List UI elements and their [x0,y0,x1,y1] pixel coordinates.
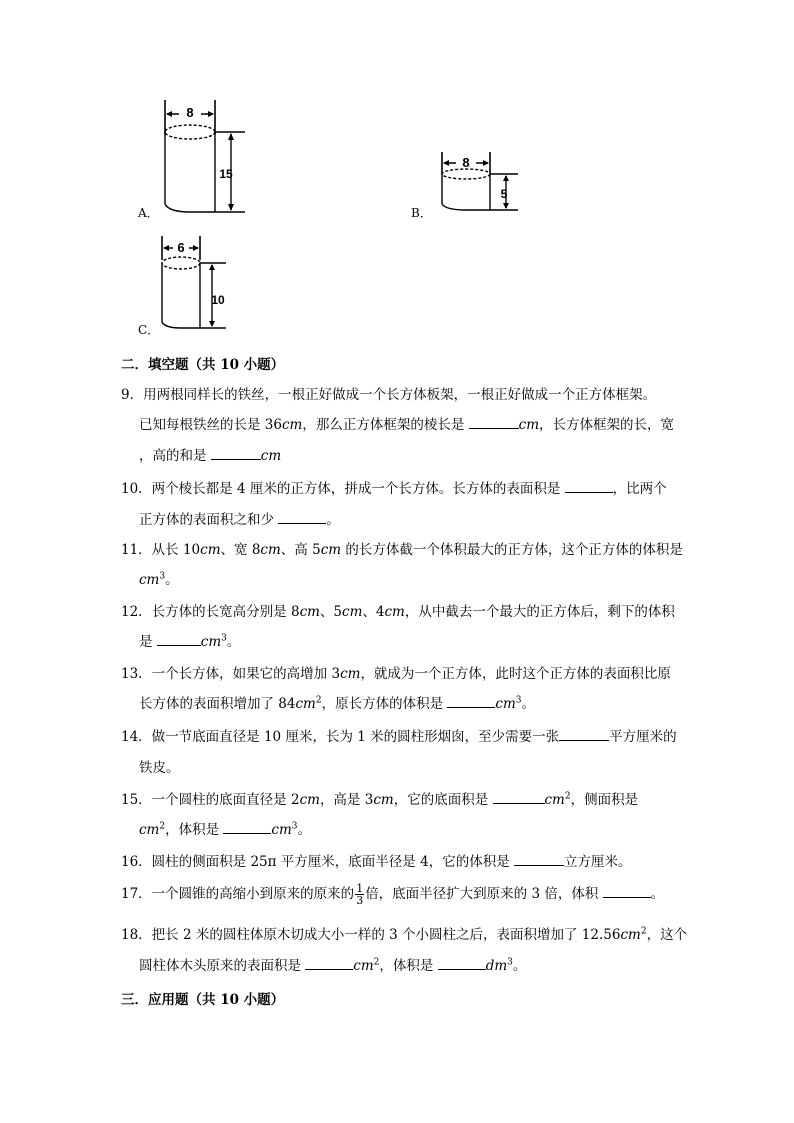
q12-line2 [139,633,240,651]
dim-b-diameter: 8 [462,155,470,170]
unit-cm: cm [299,792,320,808]
q15-text-end: 。 [297,822,312,838]
q18-text-c: 圆柱体木头原来的表面积是 [139,958,306,974]
q15-text-c: ，它的底面积是 [393,792,493,808]
q15-line2 [139,821,311,839]
unit-cm: cm [373,792,394,808]
q10-line1 [121,480,667,498]
q17-line1 [121,882,664,906]
q15-text-e: ，体积是 [165,822,224,838]
figure-option-b [438,148,528,218]
fraction-one-third [355,883,364,906]
q18-answer-blank-2[interactable] [438,957,486,970]
cylinder-b-diagram [438,148,528,218]
q12-text-e: 是 [139,634,157,650]
q11-text-b: 、宽 8 [220,542,261,558]
q14-answer-blank[interactable] [559,728,609,741]
dim-a-height: 15 [219,167,233,181]
q9-answer-blank-1[interactable] [469,416,519,429]
q15-answer-blank-2[interactable] [223,821,271,834]
superscript-3: 3 [159,571,166,582]
q16-line1 [121,853,631,871]
q10-text-c: 正方体的表面积之和少 [139,512,279,528]
unit-cm: cm [260,542,281,558]
q18-text-d: ，体积是 [379,958,438,974]
unit-cm: cm [544,792,565,808]
superscript-3: 3 [507,957,513,968]
superscript-3: 3 [515,695,522,706]
q9-text-c: ，长方体框架的长，宽 [539,417,675,433]
q10-text-a: 10．两个棱长都是 4 厘米的正方体，拼成一个长方体。长方体的表面积是 [121,481,565,497]
unit-cm: cm [139,572,160,588]
q15-line1 [121,791,638,809]
unit-cm: cm [281,417,303,433]
unit-cm: cm [518,417,540,433]
q10-answer-blank-1[interactable] [565,480,613,493]
q18-text-end: 。 [512,958,527,974]
q9-text-b: ，那么正方体框架的棱长是 [302,417,469,433]
cylinder-a-diagram [135,94,255,222]
q11-line1 [121,541,683,559]
q12-text-end: 。 [226,634,241,650]
option-b-label: B． [411,206,432,220]
dim-b-height: 5 [500,187,508,201]
q14-text-b: 平方厘米的 [609,729,677,745]
q12-text-c: 、4 [362,604,385,620]
q13-text-end: 。 [521,696,535,712]
fraction-numerator: 1 [356,882,364,895]
unit-cm: cm [295,696,316,712]
unit-cm: cm [200,542,221,558]
unit-cm: cm [495,696,516,712]
unit-cm: cm [340,666,361,682]
q13-line2 [139,695,535,713]
option-a-label: A． [138,206,159,220]
q18-line1 [121,926,687,944]
q15-text-a: 15．一个圆柱的底面直径是 2 [121,792,300,808]
q13-text-d: ，原长方体的体积是 [321,696,448,712]
cylinder-c-diagram [156,232,236,332]
unit-cm: cm [384,604,405,620]
q12-text-a: 12．长方体的长宽高分别是 8 [121,604,300,620]
superscript-2: 2 [159,821,166,832]
q10-text-b: ，比两个 [612,481,667,497]
unit-cm: cm [139,822,160,838]
superscript-2: 2 [640,926,647,937]
unit-cm: cm [200,634,222,650]
unit-cm: cm [271,822,292,838]
unit-cm: cm [320,542,342,558]
unit-cm: cm [353,958,374,974]
unit-cm: cm [342,604,363,620]
dim-a-diameter: 8 [186,105,194,120]
q11-text-end: 。 [165,572,179,588]
q13-line1 [121,665,671,683]
section-title-fill-in: 二．填空题（共 10 小题） [121,357,285,373]
option-c-label: C． [138,323,160,337]
q14-line2: 铁皮。 [139,760,180,776]
q16-answer-blank[interactable] [514,853,564,866]
q13-text-a: 13．一个长方体，如果它的高增加 3 [121,666,341,682]
fraction-denominator: 3 [356,894,364,907]
unit-dm: dm [485,958,508,974]
q11-line2 [139,571,179,589]
q18-line2 [139,957,526,975]
q17-text-b: 倍，底面半径扩大到原来的 3 倍，体积 [365,886,603,902]
dim-c-height: 10 [211,293,225,307]
unit-cm: cm [299,604,320,620]
q9-text-a: 已知每根铁丝的长是 36 [139,417,282,433]
q9-line1: 9．用两根同样长的铁丝，一根正好做成一个长方体板架，一根正好做成一个正方体框架。 [121,387,657,403]
q13-text-b: ，就成为一个正方体，此时这个正方体的表面积比原 [360,666,671,682]
q15-text-d: ，侧面积是 [570,792,639,808]
superscript-3: 3 [221,633,227,644]
unit-cm: cm [260,448,282,464]
superscript-2: 2 [315,695,322,706]
q11-text-d: 的长方体截一个体积最大的正方体，这个正方体的体积是 [341,542,683,558]
q13-text-c: 长方体的表面积增加了 84 [139,696,296,712]
q9-line3 [139,447,281,465]
q10-answer-blank-2[interactable] [278,511,326,524]
q13-answer-blank[interactable] [447,695,495,708]
q11-text-a: 11．从长 10 [121,542,201,558]
q11-text-c: 、高 5 [280,542,321,558]
q16-text-a: 16．圆柱的侧面积是 25π 平方厘米，底面半径是 4，它的体积是 [121,854,514,870]
q9-line2 [139,416,674,434]
q10-line2 [139,511,340,529]
q17-text-a: 17．一个圆锥的高缩小到原来的原来的 [121,886,355,902]
q18-text-a: 18．把长 2 米的圆柱体原木切成大小一样的 3 个小圆柱之后，表面积增加了 12.56 [121,927,621,943]
q9-text-d: ，高的和是 [139,448,211,464]
q12-line1 [121,603,675,621]
q9-answer-blank-2[interactable] [211,447,261,460]
q18-answer-blank-1[interactable] [305,957,353,970]
section-title-application: 三．应用题（共 10 小题） [121,992,285,1008]
q12-text-b: 、5 [319,604,343,620]
q18-text-b: ，这个 [646,927,688,943]
q16-text-b: 立方厘米。 [563,854,632,870]
q14-line1 [121,728,677,746]
unit-cm: cm [620,927,641,943]
q10-text-d: 。 [326,512,340,528]
superscript-2: 2 [373,957,380,968]
q15-answer-blank-1[interactable] [493,791,545,804]
superscript-2: 2 [564,791,571,802]
q15-text-b: ，高是 3 [319,792,374,808]
q17-text-c: 。 [650,886,665,902]
q14-text-a: 14．做一节底面直径是 10 厘米，长为 1 米的圆柱形烟囱，至少需要一张 [121,729,560,745]
q12-text-d: ，从中截去一个最大的正方体后，剩下的体积 [404,604,675,620]
figure-option-a [135,94,255,222]
figure-option-c [156,232,236,332]
q12-answer-blank[interactable] [157,633,201,646]
superscript-3: 3 [291,821,298,832]
dim-c-diameter: 6 [177,240,185,255]
q17-answer-blank[interactable] [603,885,651,898]
